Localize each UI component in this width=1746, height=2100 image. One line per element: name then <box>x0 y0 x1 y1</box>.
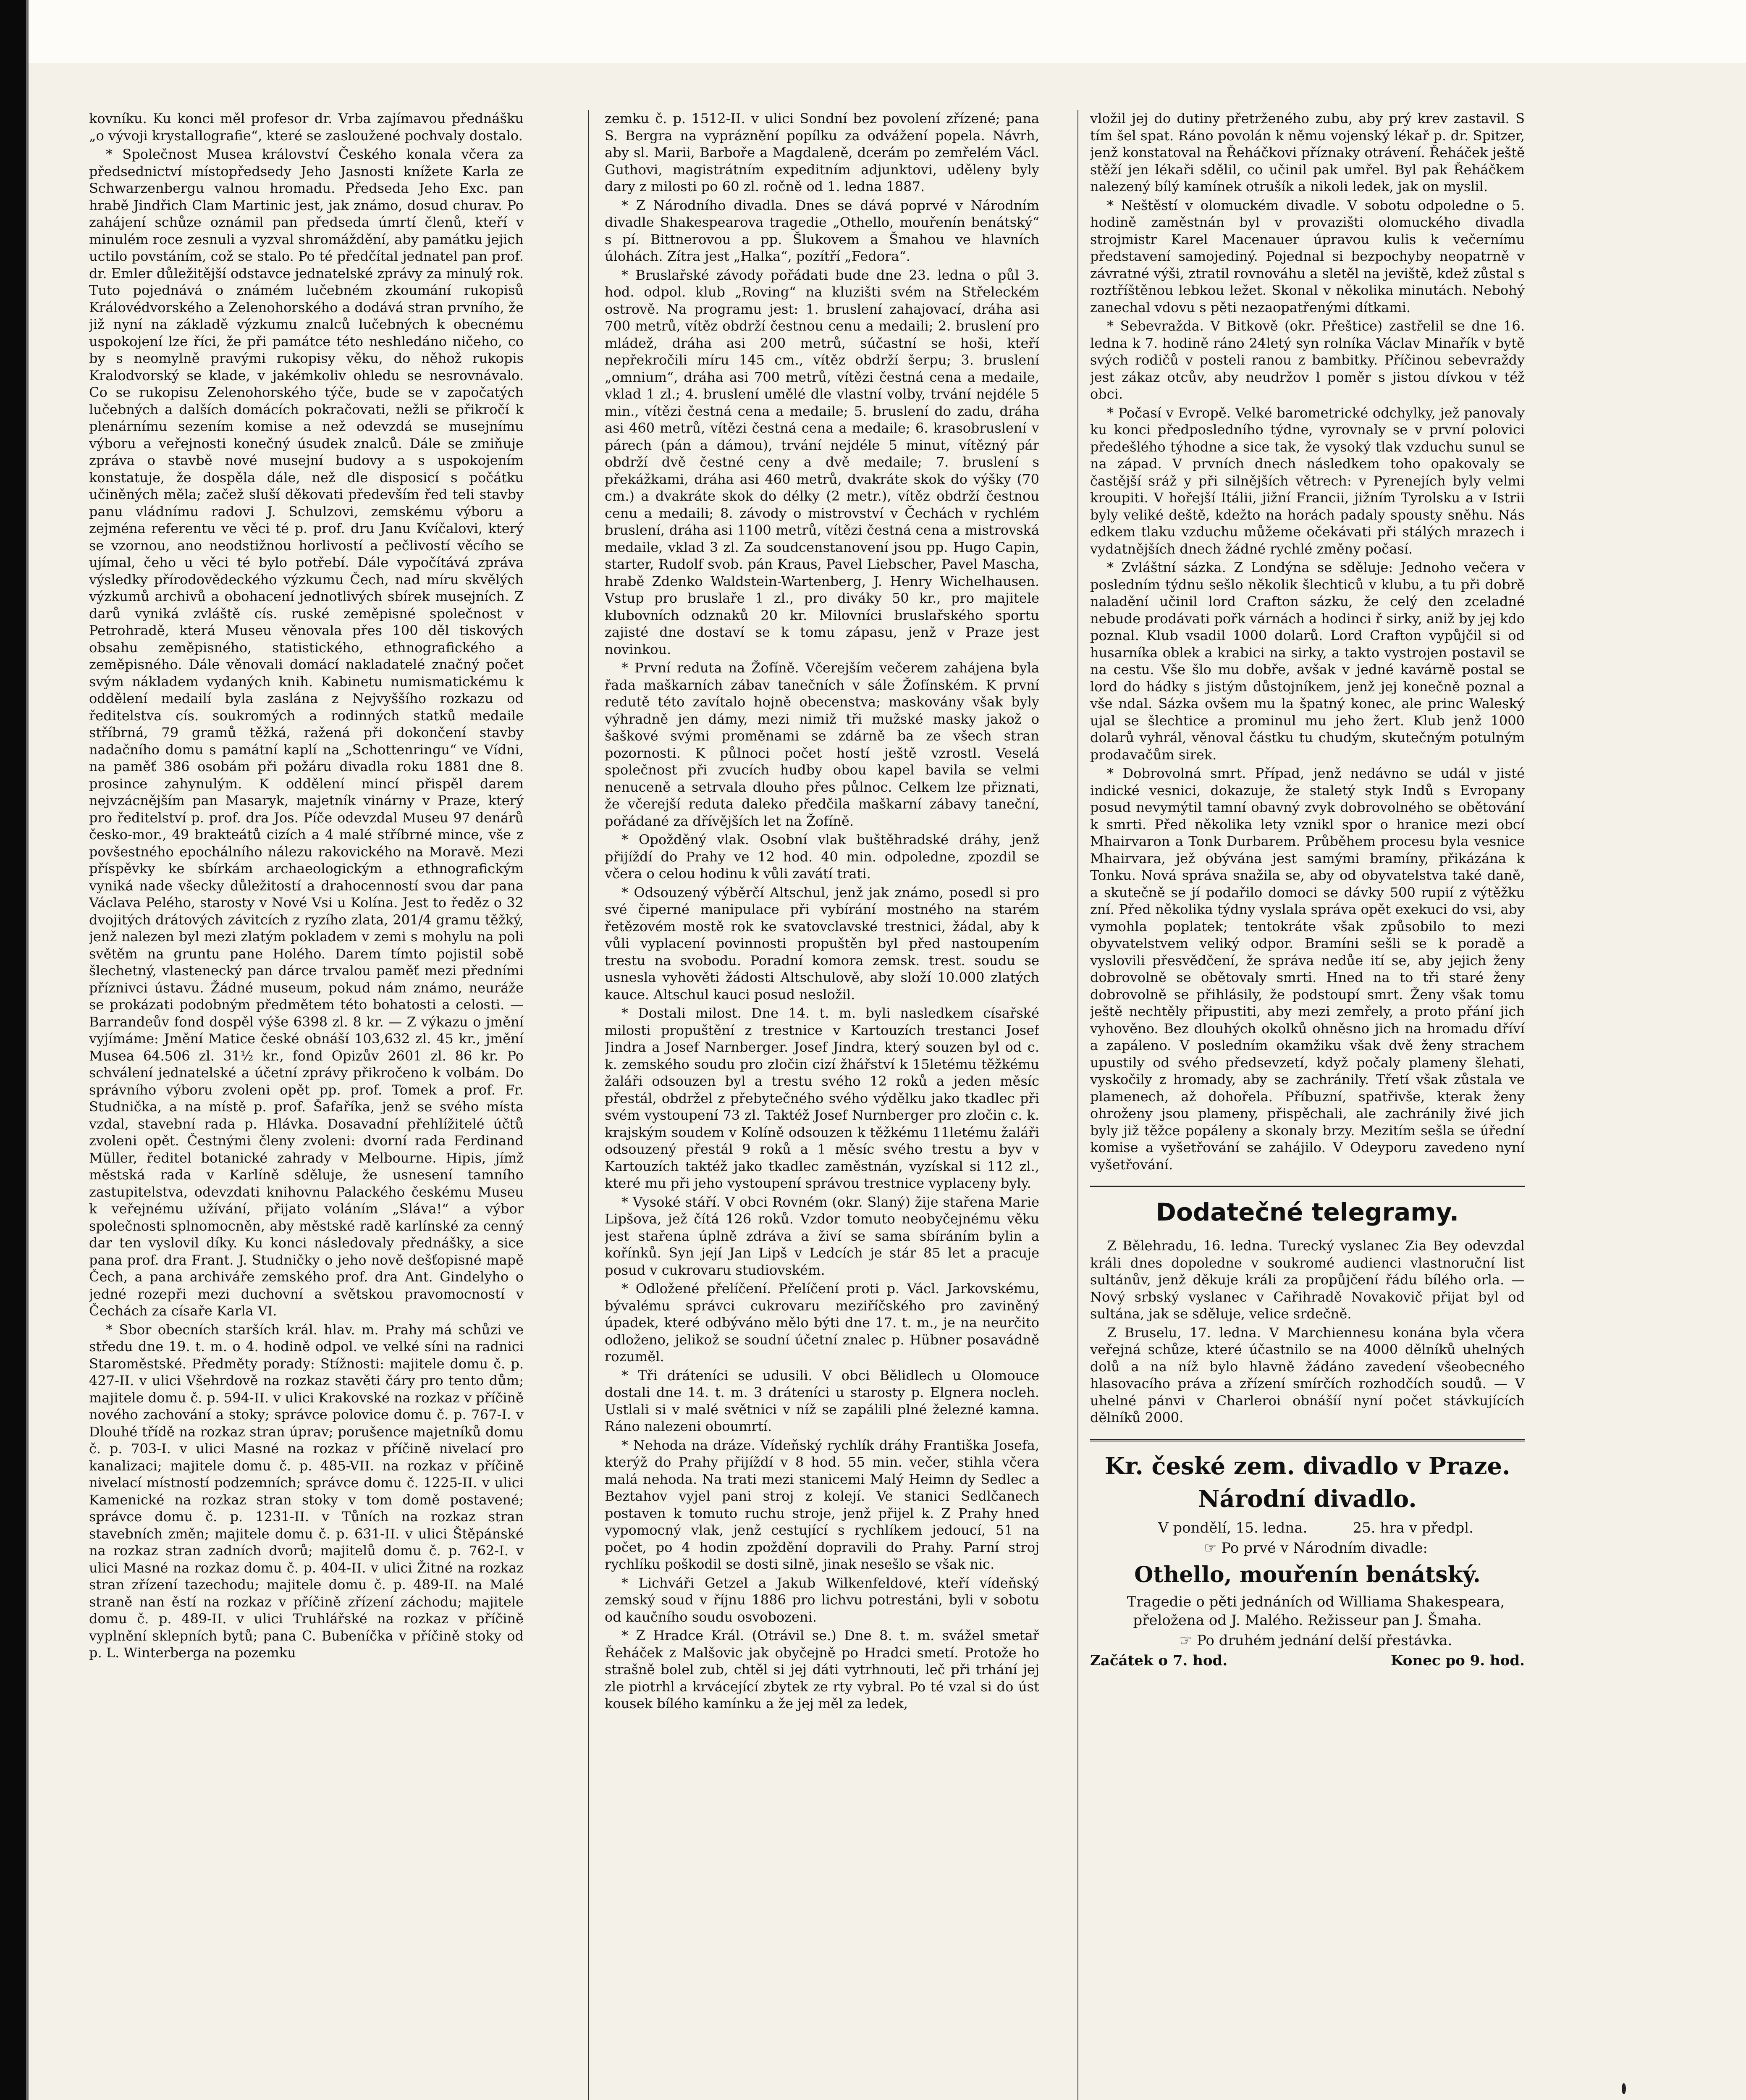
theatre-premiere-text: Po prvé v Národním divadle: <box>1221 1539 1428 1557</box>
article-paragraph: * Tři dráteníci se udusili. V obci Bělidlech u Olomouce dostali dne 14. t. m. 3 dráteníci u starosty p. Elgnera nocleh. Ustlali si v malé světnici v níž se zapálili plné železné kamna. Ráno nalezeni oboumrtí. <box>605 1367 1039 1434</box>
theatre-date-line: V pondělí, 15. ledna. 25. hra v předpl. <box>1158 1519 1473 1536</box>
column-rule <box>588 110 589 2100</box>
column-left <box>89 110 524 2100</box>
scan-left-edge <box>0 0 26 2100</box>
theatre-end-time: Konec po 9. hod. <box>1391 1652 1525 1669</box>
theatre-notice <box>1090 1439 1525 1670</box>
column-middle <box>605 110 1039 2100</box>
article-paragraph: * Lichváři Getzel a Jakub Wilkenfeldové, kteří vídeňský zemský soud v říjnu 1886 pro lichvu potrestáni, byli v sobotu od kaučního soudu osvobozeni. <box>605 1575 1039 1625</box>
article-paragraph: zemku č. p. 1512-II. v ulici Sondní bez povolení zřízené; pana S. Bergra na vypráznění popílku za odvážení popela. Návrh, aby sl. Marii, Barboře a Magdaleně, dcerám po zemřelém Václ. Guthovi, magistrátním expeditním adjunktovi, uděleny byly dary z milosti po 60 zl. ročně od 1. ledna 1887. <box>605 110 1039 194</box>
article-paragraph: * Odložené přelíčení. Přelíčení proti p. Václ. Jarkovskému, bývalému správci cukrovaru meziříčského pro zaviněný úpadek, které odbýváno mělo býti dne 17. t. m., je na neurčito odloženo, jelikož se soudní účetní znalec p. Hübner posavádně rozuměl. <box>605 1281 1039 1365</box>
article-paragraph: * Počasí v Evropě. Velké barometrické odchylky, jež panovaly ku konci předposledního týdne, vyrovnaly se v první polovici předešlého týhodne a sice tak, že vysoký tlak vzduchu sunul se na západ. V prvních dnech následkem toho opakovaly se častější sráž y při silnějších větrech: v Pyrenejích byly velmi kroupiti. V hořejší Itálii, jižní Francii, jižním Tyrolsku a v Istrii byly veliké deště, kdežto na horách padaly spousty sněhu. Nás edkem tlaku vzduchu můžeme očekávati při stálých mrazech i vydatnějších dnech žádné rychlé změny počasí. <box>1090 404 1525 557</box>
article-paragraph: * Vysoké stáří. V obci Rovném (okr. Slaný) žije stařena Marie Lipšova, jež čítá 126 roků. Vzdor tomuto neobyčejnému věku jest stařena úplně zdráva a živí se sama sbíráním bylin a kořínků. Syn její Jan Lipš v Ledcích je stár 85 let a pracuje posud v cukrovaru studiovském. <box>605 1194 1039 1278</box>
article-paragraph: * Neštěstí v olomuckém divadle. V sobotu odpoledne o 5. hodině zaměstnán byl v provazišti olomuckého divadla strojmistr Karel Macenauer úpravou kulis k večernímu představení samojediný. Pojednal si bezpochyby neopatrně v závratné výši, ztratil rovnováhu a sletěl na jeviště, kdež zůstal s roztříštěnou lebkou ležet. Skonal v několika minutách. Nebohý zanechal vdovu s pěti nezaopatřenými dítkami. <box>1090 197 1525 315</box>
telegrams-section <box>1090 1186 1525 1426</box>
theatre-times <box>1090 1651 1525 1670</box>
article-paragraph: * Bruslařské závody pořádati bude dne 23. ledna o půl 3. hod. odpol. klub „Roving“ na kluzišti svém na Střeleckém ostrově. Na programu jest: 1. bruslení zahajovací, dráha asi 700 metrů, vítěz obdrží čestnou cenu a medaili; 2. bruslení pro mládež, dráha asi 200 metrů, súčastní se hoši, kteří nepřekročili míru 145 cm., vítěz obdrží šerpu; 3. bruslení „omnium“, dráha asi 700 metrů, vítězi čestná cena a medaile, vklad 1 zl.; 4. bruslení umělé dle vlastní volby, trvání nejdéle 5 min., vítězi čestná cena a medaile; 5. bruslení do zadu, dráha asi 460 metrů, vítězi čestná cena a medaile; 6. krasobruslení v párech (pán a dámou), trvání nejdéle 5 minut, vítězný pár obdrží dvě čestné ceny a dvě medaile; 7. bruslení s překážkami, dráha asi 460 metrů, dvakráte skok do výšky (70 cm.) a dvakráte skok do délky (2 metr.), vítěz obdrží čestnou cenu a medaili; 8. závody o mistrovství v Čechách v rychlém bruslení, dráha asi 1100 metrů, vítězi čestná cena a mistrovská medaile, vklad 3 zl. Za soudcenstanovení jsou pp. Hugo Capin, starter, Rudolf svob. pán Kraus, Pavel Liebscher, Pavel Mascha, hrabě Zdenko Waldstein-Wartenberg, J. Henry Wichelhausen. Vstup pro bruslaře 1 zl., pro diváky 50 kr., pro majitele klubovních odznaků 20 kr. Milovníci bruslařského sportu zajisté dne dostaví se k tomu zápasu, jenž v Praze jest novinkou. <box>605 267 1039 657</box>
article-paragraph: * Sebevražda. V Bitkově (okr. Přeštice) zastřelil se dne 16. ledna k 7. hodině ráno 24letý syn rolníka Václav Minařík v bytě svých rodičů v posteli ranou z bambitky. Příčinou sebevraždy jest zákaz otcův, aby neudržov l poměr s jistou dívkou v též obci. <box>1090 318 1525 402</box>
article-paragraph: * Opožděný vlak. Osobní vlak buštěhradské dráhy, jenž přijíždí do Prahy ve 12 hod. 40 min. odpoledne, zpozdil se včera o celou hodinu k vůli zavátí trati. <box>605 832 1039 882</box>
article-paragraph: * Dostali milost. Dne 14. t. m. byli nasledkem císařské milosti propuštění z trestnice v Kartouzích trestanci Josef Jindra a Josef Narnberger. Josef Jindra, který souzen byl od c. k. zemského soudu pro zločin cizí žhářství k 15letému těžkému žaláři odsouzen byl a trestu svého 12 roků a jeden měsíc přestál, obdržel z přebytečného svého výdělku jako tkadlec při svém vystoupení 73 zl. Taktéž Josef Nurnberger pro zločin c. k. krajským soudem v Kolíně odsouzen k těžkému 11letému žaláři odsouzený přestál 9 roků a 1 měsíc svého trestu a byv v Kartouzích taktéž jako tkadlec zaměstnán, vyzískal si 112 zl., které mu při jeho vystoupení správou trestnice vyplaceny byly. <box>605 1005 1039 1191</box>
ink-speck <box>1622 2083 1626 2094</box>
pointing-hand-icon: ☞ <box>1204 1539 1222 1557</box>
theatre-start-time: Začátek o 7. hod. <box>1090 1652 1228 1669</box>
article-paragraph: * Dobrovolná smrt. Případ, jenž nedávno se udál v jisté indické vesnici, dokazuje, že staletý styk Indů s Evropany posud nevymýtil tamní obavný zvyk dobrovolného se obětování k smrti. Před několika lety vznikl spor o hranice mezi obcí Mhairvaron a Tonk Durbarem. Průběhem procesu byla vesnice Mhairvara, jež obývána jest samými bramíny, přikázána k Tonku. Nová správa snažila se, aby od obyvatelstva také daně, a skutečně se jí podařilo domoci se dávky 500 rupií z výtěžku zní. Před několika týdny vyslala správa opět exekuci do vsi, aby vymohla poplatek; tentokráte však způsobilo to mezi obyvatelstvem veliký odpor. Bramíni sešli se k poradě a vyslovili přesvědčení, že správa nedůe ití se, aby jejich ženy dobrovolně se obětovaly smrti. Hned na to tři staré ženy dobrovolně se přihlásily, že podstoupí smrt. Ženy však tomu ještě nechtěly připustiti, aby mezi zemřely, a proto přání jich vyhověno. Bez dlouhých okolků ohněsno jich na hromadu dříví a zapáleno. V posledním okamžiku však dvě ženy strachem upustily od svého předsevzetí, když počaly plameny šlehati, vyskočily z hromady, aby se zachránily. Třetí však zůstala ve plamenech, až dohořela. Příbuzní, spatřivše, kterak ženy ohroženy jsou plameny, přispěchali, ale zachránily živé jich byly již těžce popáleny a skonaly brzy. Mezitím sešla se úřední komise a vyšetřování se zahájilo. V Odeyporu zavedeno nyní vyšetřování. <box>1090 765 1525 1173</box>
article-paragraph: * První reduta na Žofíně. Včerejším večerem zahájena byla řada maškarních zábav tanečních v sále Žofínském. K první redutě této zavítalo hojně obecenstva; maskovány však byly výhradně jen dámy, mezi nimiž tři mužské masky jakož o šaškové svými proměnami se zdárně ba ze všech stran pozornosti. K půlnoci počet hostí ještě vzrostl. Veselá společnost při zvucích hudby obou kapel bavila se velmi nenuceně a setrvala dlouho přes půlnoc. Celkem lze přiznati, že včerejší reduta daleko předčila maškarní zábavy taneční, pořádané za dřívějších let na Žofíně. <box>605 660 1039 829</box>
theatre-intermission-text: Po druhém jednání delší přestávka. <box>1197 1632 1452 1649</box>
article-paragraph: * Zvláštní sázka. Z Londýna se sděluje: Jednoho večera v posledním týdnu sešlo několik šlechticů v klubu, a tu při dobrě naladění učinil lord Crafton sázku, že celý den zceladné nebude prodávati pořk várnách a hodinci ř sirky, aniž by jej kdo poznal. Klub vsadil 1000 dolarů. Lord Crafton vypůjčil si od husarníka oblek a krabici na sirky, a takto vystrojen postavil se na cestu. Vše šlo mu dobře, avšak v jedné kavárně postal se lord do hádky s jistým důstojníkem, jenž jej konečně poznal a vše ndal. Sázka ovšem mu la špatný konec, ale princ Waleský ujal se šlechtice a prominul mu jeho žert. Klub jenž 1000 dolarů vyhrál, věnoval částku tu chudým, skutečným potulným prodavačům sirek. <box>1090 559 1525 763</box>
column-right <box>1090 110 1525 2100</box>
telegram-item: Z Bělehradu, 16. ledna. Turecký vyslanec Zia Bey odevzdal králi dnes dopoledne v soukromé audienci vlastnoruční list sultánův, jenž děkuje králi za propůjčení řádu bílého orla. — Nový srbský vyslanec v Cařihradě Novakovič přijat byl od sultána, jak se sděluje, velice srdečně. <box>1090 1238 1525 1322</box>
telegram-item: Z Bruselu, 17. ledna. V Marchiennesu konána byla včera veřejná schůze, které účastnilo se na 4000 dělníků uhelných dolů a na níž bylo hlavně žádáno zavedení všeobecného hlasovacího práva a zřízení smírčích rozhodčích soudů. — V uhelné pánvi v Charleroi obnášíí nyní počet stávkujících dělníků 2000. <box>1090 1324 1525 1425</box>
theatre-intermission-line <box>1090 1631 1525 1650</box>
theatre-description: Tragedie o pěti jednáních od Williama Shakespeara, přeložena od J. Malého. Režisseur pan J. Šmaha. <box>1127 1593 1505 1629</box>
column-right-articles <box>1090 110 1525 1173</box>
article-paragraph: vložil jej do dutiny přetrženého zubu, aby prý krev zastavil. S tím šel spat. Ráno povolán k němu vojenský lékař p. dr. Spitzer, jenž konstatoval na Řeháčkovi příznaky otrávení. Řeháček ještě stěží jen lékaři sdělil, co učinil pak umřel. Byl pak Řeháčkem nalezený bílý kamínek otrušík a nikoli ledek, jak on myslil. <box>1090 110 1525 194</box>
article-paragraph: * Nehoda na dráze. Vídeňský rychlík dráhy Františka Josefa, kterýž do Prahy přijíždí v 8 hod. 55 min. večer, stihla včera malá nehoda. Na trati mezi stanicemi Malý Heimn dy Sedlec a Beztahov vyjel pani stroj z kolejí. Ve stanici Sedlčanech postaven k tomuto ruchu stroje, jenž přijel k. Z Prahy hned vypomocný vlak, jenž cestující s rychlíkem jedoucí, 51 na počet, po 4 hodin zpoždění dopravili do Prahy. Parní stroj rychlíku poškodil se dosti silně, jinak nesešlo se však nic. <box>605 1437 1039 1572</box>
telegrams-title: Dodatečné telegramy. <box>1090 1186 1525 1229</box>
article-paragraph: * Odsouzený výběrčí Altschul, jenž jak známo, posedl si pro své čiperné manipulace při vybírání mostného na starém řetězovém mostě rok ke svatovclavské trestnici, žádal, aby k vůli vyplacení povinnosti propuštěn byl před nastoupením trestu na svobodu. Poradní komora zemsk. trest. soudu se usnesla vyhověti žádosti Altschulově, aby složí 10.000 zlatých kauce. Altschul kauci posud nesložil. <box>605 884 1039 1003</box>
column-rule <box>1077 110 1078 2100</box>
theatre-subheader: Národní divadlo. <box>1198 1485 1417 1513</box>
page-top-margin <box>0 0 1746 63</box>
article-paragraph: * Z Hradce Král. (Otrávil se.) Dne 8. t. m. svážel smetař Řeháček z Malšovic jak obyčejně po Hradci smetí. Protože ho strašně bolel zub, chtěl si jej dáti vytrhnouti, leč při trhání jej zle piotrhl a krvácející zbytek ze rty vybral. Po té vzal si do úst kousek bílého kamínku a že jej měl za ledek, <box>605 1628 1039 1712</box>
article-paragraph: * Z Národního divadla. Dnes se dává poprvé v Národním divadle Shakespearova tragedie „Othello, mouřenín benátský“ s pí. Bittnerovou a pp. Šlukovem a Šmahou ve hlavních úlohách. Zítra jest „Halka“, pozítří „Fedora“. <box>605 197 1039 264</box>
pointing-hand-icon: ☞ <box>1179 1632 1197 1649</box>
theatre-header: Kr. české zem. divadlo v Praze. <box>1090 1439 1525 1483</box>
article-paragraph: * Společnost Musea království Českého konala včera za předsednictví místopředsedy Jeho Jasnosti knížete Karla ze Schwarzenbergu valnou hromadu. Předseda Jeho Exc. pan hrabě Jindřich Clam Martinic jest, jak známo, dosud churav. Po zahájení schůze oznámil pan předseda úmrtí členů, kteří v minulém roce zesnuli a vyzval shromáždění, aby památku jejich uctilo povstáním, což se stalo. Po té předčítal jednatel pan prof. dr. Emler důležitější odstavce jednatelské zprávy za minulý rok. Tuto pojednává o známém lučebném zkoumání rukopisů Královédvorského a Zelenohorského a dodává stran prvního, že již nyní na základě výzkumu znalců lučebných k obecnému uspokojení lze říci, že při památce této neshledáno ničeho, co by s neomylně pravými rukopisy věku, do něhož rukopis Kralodvorský se klade, v jakémkoliv ohledu se nesrovnávalo. Co se rukopisu Zelenohorského týče, bude se v započatých lučebných a dalších domácích pokračovati, nežli se přikročí k plenárnímu sezením komise a než odevzdá se musejnímu výboru a veřejnosti konečný úsudek znalců. Dále se zmiňuje zpráva o stavbě nové musejní budovy a s uspokojením konstatuje, že dospěla dále, než dle disposicí s počátku učiněných měla; začež sluší děkovati především řed teli stavby panu vládnímu radovi J. Schulzovi, zemskému výboru a zejména referentu ve věci té p. prof. dru Janu Kvíčalovi, který se vzornou, ano neodstižnou horlivostí a pečlivostí věcího se ujímal, čeho u věci té bylo potřebí. Dále vypočítává zpráva výsledky přírodovědeckého výzkumu Čech, nad míru skvělých výzkumů archivů a obohacení jednotlivých sbírek musejních. Z darů vyniká zvláště cís. ruské zeměpisné společnost v Petrohradě, která Museu věnovala přes 100 děl tiskových obsahu zeměpisného, statistického, ethnografického a zeměpisného. Dále věnovali domácí nakladatelé značný počet svým nákladem vydaných knih. Kabinetu numismatickému k oddělení medailí byla zaslána z Nejvyššího rozkazu od ředitelstva cís. soukromých a rodinných statků medaile stříbrná, 79 gramů těžká, ražená při dokončení stavby nadačního domu s památní kaplí na „Schottenringu“ ve Vídni, na paměť 386 osobám při požáru divadla roku 1881 dne 8. prosince zahynulým. K oddělení mincí přispěl darem nejvzácnějším pan Masaryk, majetník vinárny v Praze, který pro ředitelství p. prof. dra Jos. Píče odevzdal Museu 97 denárů česko-mor., 49 brakteátů cizích a 4 malé stříbrné mince, vše z povšestného epochálního nálezu rakovického na Moravě. Mezi příspěvky ke sbírkám archaeologickým a ethnografickým vyniká nade všecky důležitostí a drahocenností svou dar pana Václava Pelého, starosty v Nové Vsi u Kolína. Jest to ředěz o 32 dvojitých drátových závitcích z ryzího zlata, 201/4 gramu těžký, jenž nalezen byl mezi zlatým pokladem v zemi s mohylu na poli světěm na gruntu pane Holého. Darem tímto pojistil sobě šlechetný, vlastenecký pan dárce trvalou paměť mezi předními příznivci ústavu. Žádné museum, pokud nám známo, neuráže se prokázati podobným předmětem této bohatosti a celosti. — Barrandeův fond dospěl výše 6398 zl. 8 kr. — Z výkazu o jmění vyjímáme: Jmění Matice české obnáší 103,632 zl. 45 kr., jmění Musea 64.506 zl. 31½ kr., fond Opizův 2601 zl. 86 kr. Po schválení jednatelské a účetní zprávy přikročeno k volbám. Do správního výboru zvoleni opět pp. prof. Tomek a prof. Fr. Studnička, a na místě p. prof. Šafaříka, jenž se svého místa vzdal, stavební rada p. Hlávka. Dosavadní přehlížitelé účtů zvoleni opět. Čestnými členy zvoleni: dvorní rada Ferdinand Müller, ředitel botanické zahrady v Melbourne. Hipis, jímž městská rada v Karlíně sděluje, že usnesení tamního zastupitelstva, odevzdati knihovnu Palackého českému Museu k veřejnému užívání, přijato voláním „Sláva!“ a výbor společnosti splnomocněn, aby městské radě karlínské za cenný dar ten vyslovil díky. Ku konci následovaly přednášky, a sice pana prof. dra Frant. J. Studničky o jeho nově dešťopisné mapě Čech, a pana archiváře zemského prof. dra Ant. Gindelyho o jedné rozepři mezi duchovní a světskou pravomocností v Čechách za císaře Karla VI. <box>89 146 524 1319</box>
theatre-premiere-line <box>1090 1539 1525 1557</box>
article-paragraph: kovníku. Ku konci měl profesor dr. Vrba zajímavou přednášku „o vývoji krystallografie“, které se zasloužené pochvaly dostalo. <box>89 110 524 144</box>
article-paragraph: * Sbor obecních starších král. hlav. m. Prahy má schůzi ve středu dne 19. t. m. o 4. hodině odpol. ve velké síni na radnici Staroměstské. Předměty porady: Stížnosti: majitele domu č. p. 427-II. v ulici Všehrdově na rozkaz stavěti čáry pro tento dům; majitele domu č. p. 594-II. v ulici Krakovské na rozkaz v příčině nového zachování a stoky; správce polovice domu č. p. 767-I. v Dlouhé třídě na rozkaz stran úprav; porušence majetníků domu č. p. 703-I. v ulici Masné na rozkaz v příčině nivelací pro kanalizaci; majitele domu č. p. 485-VII. na rozkaz v příčině nivelací místností podzemních; správce domu č. 1225-II. v ulici Kamenické na rozkaz stran stoky v tom domě postavené; správce domu č. p. 1231-II. v Tůních na rozkaz stran stavebních změn; majitele domu č. p. 631-II. v ulici Štěpánské na rozkaz stran zadních dvorů; majitelů domu č. p. 762-I. v ulici Masné na rozkaz domu č. p. 404-II. v ulici Žitné na rozkaz stran zřízení tazechodu; majitele domu č. p. 489-II. na Malé straně nan ěstí na rozkaz v příčině zřízení záchodu; majitele domu č. p. 489-II. v ulici Truhlářské na rozkaz v příčině vyplnění sklepních bytů; pana C. Bubeníčka v příčině stoky od p. L. Winterberga na pozemku <box>89 1321 524 1661</box>
theatre-play-title: Othello, mouřenín benátský. <box>1134 1562 1481 1588</box>
